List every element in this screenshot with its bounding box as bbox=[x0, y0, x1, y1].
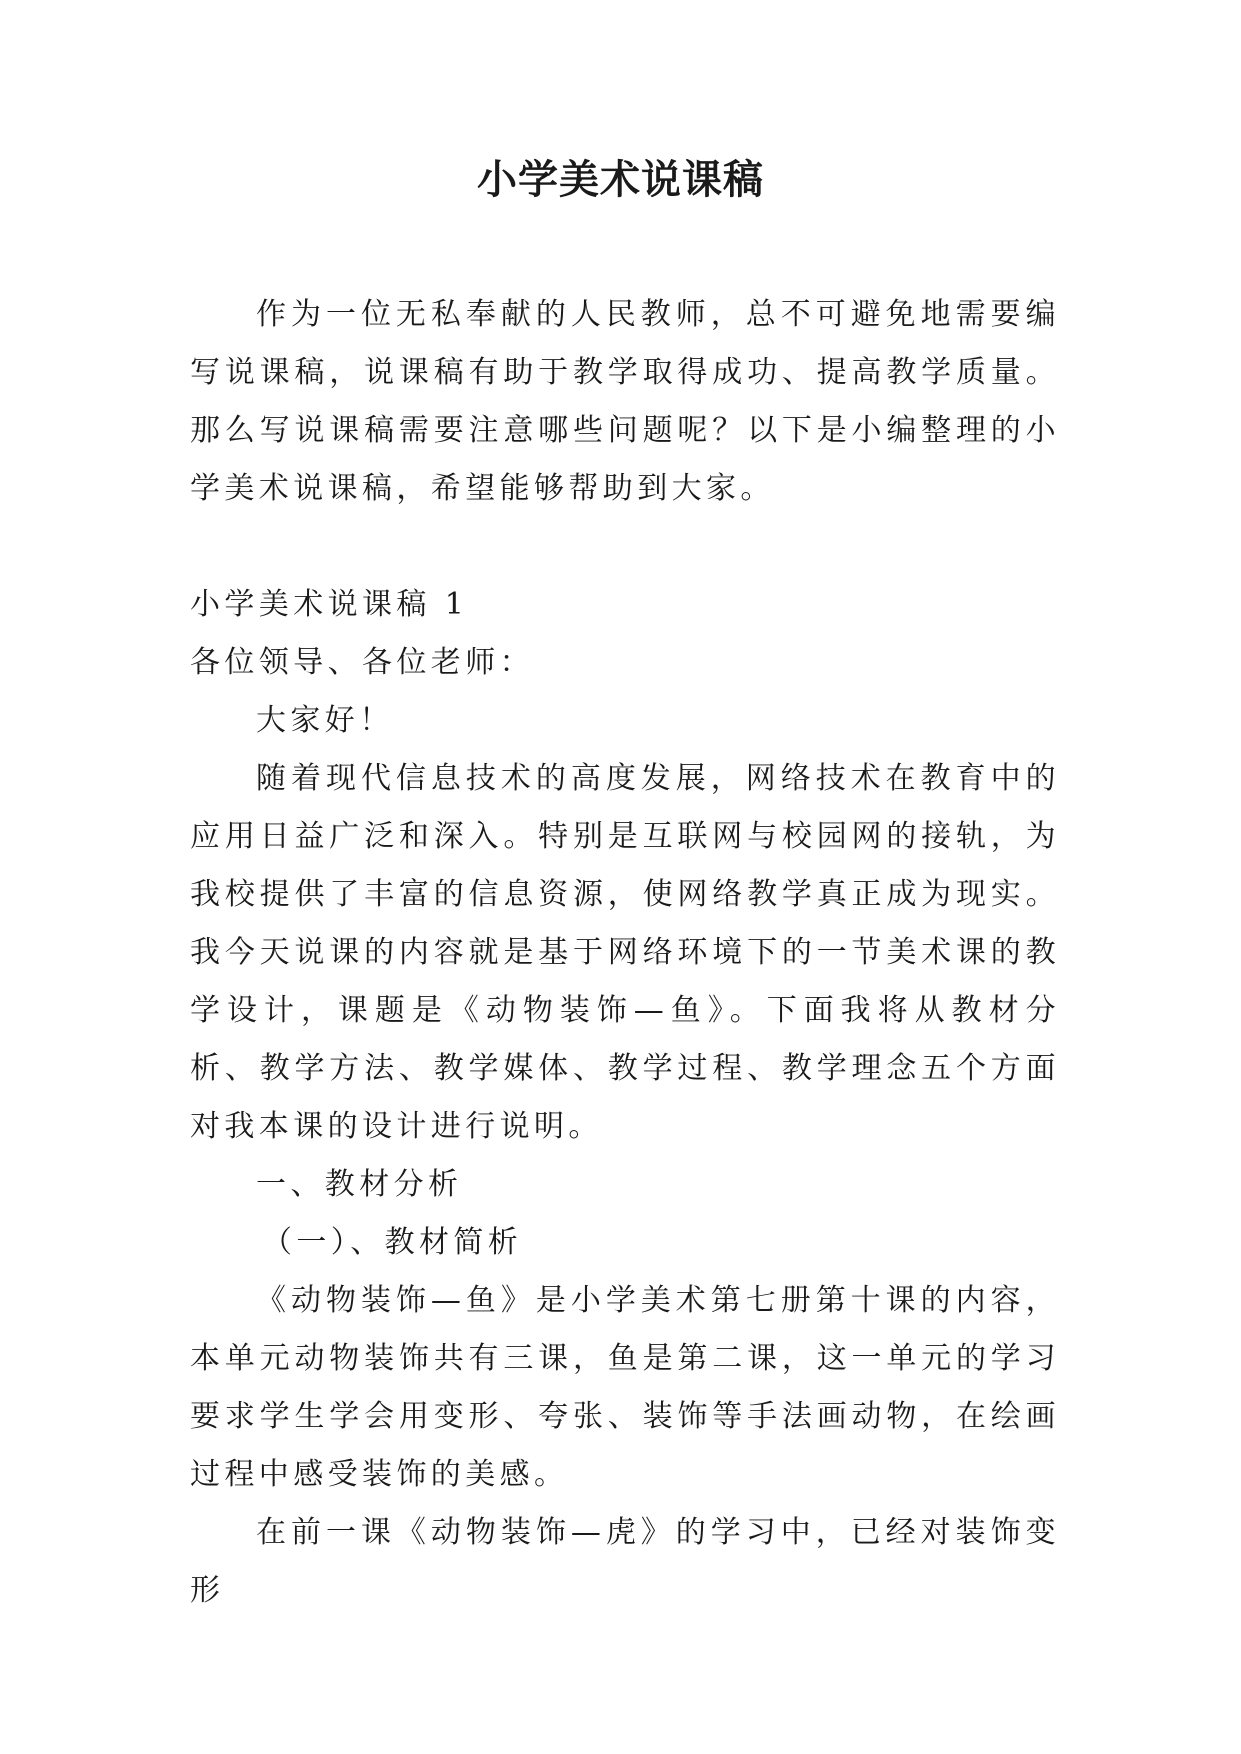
document-title: 小学美术说课稿 bbox=[477, 156, 764, 203]
heading-textbook-brief: （一）、教材简析 bbox=[262, 1225, 523, 1260]
intro-paragraph: 作为一位无私奉献的人民教师，总不可避免地需要编写说课稿，说课稿有助于教学取得成功、提高教学质量。那么写说课稿需要注意哪些问题呢？以下是小编整理的小学美术说课稿，希望能够帮助到大家。 bbox=[190, 297, 1060, 506]
document-body bbox=[190, 286, 1060, 1620]
greeting: 大家好！ bbox=[256, 703, 394, 738]
section-heading: 小学美术说课稿 1 bbox=[190, 587, 469, 622]
heading-textbook-analysis: 一、教材分析 bbox=[256, 1167, 463, 1202]
salutation: 各位领导、各位老师： bbox=[190, 645, 534, 680]
body-paragraph-3: 在前一课《动物装饰—虎》的学习中，已经对装饰变形 bbox=[190, 1515, 1060, 1608]
body-paragraph-1: 随着现代信息技术的高度发展，网络技术在教育中的应用日益广泛和深入。特别是互联网与校园网的接轨，为我校提供了丰富的信息资源，使网络教学真正成为现实。我今天说课的内容就是基于网络环境下的一节美术课的教学设计，课题是《动物装饰—鱼》。下面我将从教材分析、教学方法、教学媒体、教学过程、教学理念五个方面对我本课的设计进行说明。 bbox=[190, 761, 1060, 1144]
paragraph-spacer bbox=[190, 518, 1060, 576]
body-paragraph-2: 《动物装饰—鱼》是小学美术第七册第十课的内容，本单元动物装饰共有三课，鱼是第二课，这一单元的学习要求学生学会用变形、夸张、装饰等手法画动物，在绘画过程中感受装饰的美感。 bbox=[190, 1283, 1060, 1492]
